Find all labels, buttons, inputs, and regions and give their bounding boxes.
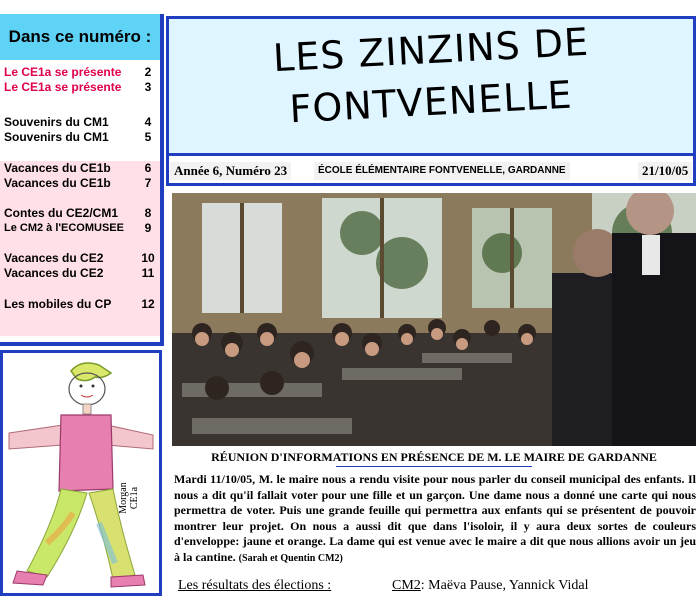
toc-header: Dans ce numéro : [0,14,160,60]
table-of-contents [0,60,160,342]
toc-item[interactable]: Souvenirs du CM1 5 [4,130,152,144]
article-rule [336,466,532,467]
toc-item[interactable]: Contes du CE2/CM1 8 [4,206,152,220]
toc-item[interactable]: Le CE1a se présente 2 [4,65,152,79]
article-title: RÉUNION D'INFORMATIONS EN PRÉSENCE DE M. LE MAIRE DE GARDANNE [211,450,657,464]
classroom-photo [172,193,696,446]
toc-group [0,287,160,336]
drawing-credit: Morgan CE1a [118,482,140,514]
issue-date: 21/10/05 [638,162,692,180]
toc-item[interactable]: Vacances du CE2 10 [4,251,155,265]
toc-item[interactable]: Le CM2 à l'ECOMUSEE 9 [4,221,152,235]
sidebar-divider [0,342,164,346]
toc-group [0,115,160,163]
toc-item[interactable]: Vacances du CE2 11 [4,266,155,280]
results-label: Les résultats des élections : [178,578,332,593]
toc-item[interactable]: Souvenirs du CM1 4 [4,115,152,129]
child-drawing [0,350,162,596]
classroom-photo-icon [172,193,696,446]
newspaper-title: LES ZINZINS DE FONTVENELLE [271,19,591,132]
toc-item[interactable]: Le CE1a se présente 3 [4,80,152,94]
drawing-figure-icon [3,353,159,593]
sidebar-rule [160,14,164,346]
article-signature: (Sarah et Quentin CM2) [238,552,343,564]
issue-number: Année 6, Numéro 23 [170,162,291,180]
article-body: Mardi 11/10/05, M. le maire nous a rendu visite pour nous parler du conseil municipal des enfants. Il nous a dit qu'il fallait voter pour une fille et un garçon. Une dame nous a donné une carte qui nous permettra de voter. Puis une grande feuille qui permettra aux enfants qui se présentent de pouvoir montrer leur projet. On nous a aussi dit que dans l'isoloir, il y aura deux sortes de couleurs d'enveloppe: jaune et orange. La dame qui est venue avec le maire a dit que nous allions avoir un jeu à la cantine. (Sarah et Quentin CM2) [174,472,696,564]
school-name: ÉCOLE ÉLÉMENTAIRE FONTVENELLE, GARDANNE [314,162,570,180]
toc-item[interactable]: Vacances du CE1b 6 [4,161,152,175]
toc-group [0,161,160,206]
toc-item[interactable]: Les mobiles du CP 12 [4,297,155,311]
toc-group [0,206,160,251]
results-cm2: CM2: Maëva Pause, Yannick Vidal [392,578,589,593]
toc-group [0,65,160,115]
toc-item[interactable]: Vacances du CE1b 7 [4,176,152,190]
toc-group [0,251,160,287]
